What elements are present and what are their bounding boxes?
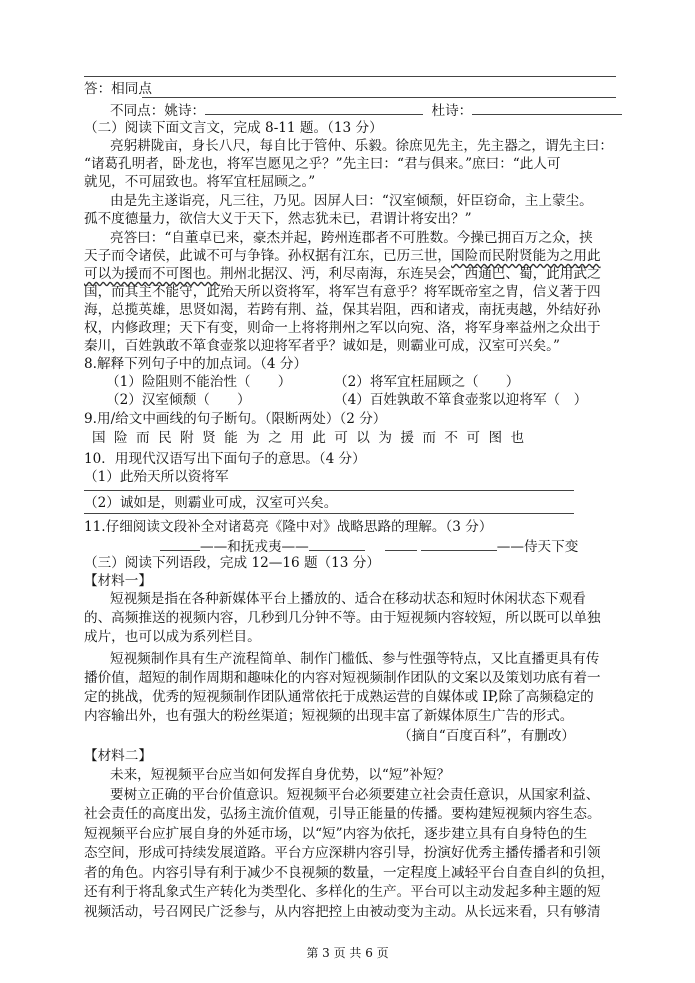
passage-line: 由是先主遂诣亮，凡三往，乃见。因屏人曰：“汉室倾颓，奸臣窃命，主上蒙尘。 [110, 193, 593, 209]
q11-answer-row [160, 536, 692, 556]
passage-line: 权，内修政理；天下有变，则命一上将将荆州之军以向宛、洛，将军身率益州之众出于 [84, 320, 601, 336]
passage-line: 海，总揽英雄，思贤如渴，若跨有荆、益，保其岩阻，西和诸戎，南抚夷越，外结好孙 [84, 302, 601, 318]
q8-item: （2）汉室倾颓（ ） [106, 392, 251, 408]
passage-line: 的、高频推送的视频内容，几秒到几分钟不等。由于短视频内容较短，所以既可以单独 [84, 610, 601, 626]
passage-line: 成片，也可以成为系列栏目。 [84, 629, 261, 645]
passage-line: 社会责任的高度出发，弘扬主流价值观，引导正能量的传播。要构建短视频内容生态。 [84, 806, 601, 822]
passage-line: 孤不度德量力，欲信大义于天下，然志犹未已，君谓计将安出？” [84, 211, 472, 227]
material2-label: 【材料二】 [84, 748, 152, 764]
q8-item: （1）险阻则不能治性（ ） [106, 374, 292, 390]
q8-item: （2）将军宜枉屈顾之（ ） [334, 374, 520, 390]
wavy-underlined-sentence: 国险而民附贤能为之用此 [451, 248, 601, 264]
answer-du-label: 杜诗： [431, 103, 473, 119]
answer-same-line [142, 97, 616, 98]
q10-answer-line-1[interactable] [84, 490, 574, 491]
wavy-underlined-sentence: 可以为援而不可图也。 [84, 266, 220, 282]
q11-blank-1[interactable] [160, 536, 200, 551]
passage-line: 秦川，百姓孰敢不箪食壶浆以迎将军者乎？诚如是，则霸业可成，汉室可兴矣。” [84, 338, 560, 354]
q11-part-1: ——和抚戎夷—— [200, 539, 309, 555]
passage-line: 国，而其主不能守，此殆天所以资将军，将军岂有意乎？将军既帝室之胄，信义著于四 [84, 284, 601, 300]
q11-blank-2[interactable] [309, 536, 365, 551]
answer-diff-row [84, 100, 642, 120]
q10-sentence-1: （1）此殆天所以资将军 [84, 469, 229, 485]
material1-source: （摘自“百度百科”，有删改） [398, 728, 576, 744]
q9-sentence: 国险而民附贤能为之用此可以为援而不可图也 [92, 430, 533, 446]
passage-line: 就见，不可屈致也。将军宜枉屈顾之。” [84, 174, 316, 190]
yao-answer-blank[interactable] [205, 100, 423, 115]
answer-line-top [84, 76, 616, 77]
q11-part-2: ——侍天下变 [496, 539, 579, 555]
passage-line [84, 247, 616, 265]
answer-diff-label: 不同点：姚诗： [110, 103, 206, 119]
q10-title: 10．用现代汉语写出下面句子的意思。（4 分） [84, 451, 366, 467]
passage-line: 亮躬耕陇亩，身长八尺，每自比于管仲、乐毅。徐庶见先主，先主器之，谓先主曰： [110, 138, 613, 154]
passage-line: 短视频是指在各种新媒体平台上播放的、适合在移动状态和短时休闲状态下观看 [110, 591, 586, 607]
page-footer: 第 3 页 共 6 页 [306, 946, 389, 960]
q11-title: 11.仔细阅读文段补全对诸葛亮《隆中对》战略思路的理解。（3 分） [84, 519, 493, 535]
passage-line [84, 265, 616, 283]
q8-row [106, 391, 638, 409]
q10-answer-line-2[interactable] [84, 513, 574, 514]
passage-line: 视频活动，号召网民广泛参与，从内容把控上由被动变为主动。从长远来看，只有够清 [84, 904, 601, 920]
passage-line: 播价值，超短的制作周期和趣味化的内容对短视频制作团队的文案以及策划功底有着一 [84, 670, 601, 686]
passage-line: 定的挑战，优秀的短视频制作团队通常依托于成熟运营的自媒体或 IP,除了高频稳定的 [84, 689, 594, 705]
q10-sentence-2: （2）诚如是，则霸业可成，汉室可兴矣。 [84, 495, 338, 511]
q8-title: 8.解释下列句子中的加点词。（4 分） [84, 356, 308, 372]
q11-blank-4[interactable] [421, 536, 497, 551]
answer-same-row [84, 80, 616, 98]
passage-line: 要树立正确的平台价值意识。短视频平台必须要建立社会责任意识，从国家利益、 [110, 787, 600, 803]
passage-line: 未来，短视频平台应当如何发挥自身优势，以“短”补短？ [110, 767, 451, 783]
passage-text: 荆州北据汉、沔，利尽南海，东连吴会，西通巴、蜀，此用武之 [219, 266, 601, 282]
section2-heading: （二）阅读下面文言文，完成 8-11 题。（13 分） [84, 120, 383, 136]
q8-row [106, 373, 638, 391]
passage-text: 天子而令诸侯，此诚不可与争锋。孙权据有江东，已历三世， [84, 248, 452, 264]
du-answer-blank[interactable] [472, 100, 622, 115]
section3-heading: （三）阅读下列语段，完成 12—16 题（13 分） [84, 555, 380, 571]
passage-line: “诸葛孔明者，卧龙也，将军岂愿见之乎？”先主曰：“君与俱来。”庶曰：“此人可 [84, 156, 561, 172]
q8-item: （4）百姓孰敢不箪食壶浆以迎将军（ ） [334, 392, 588, 408]
q11-blank-3[interactable] [385, 536, 417, 551]
passage-line: 短视频平台应扩展自身的外延市场，以“短”内容为依托，逐步建立具有自身特色的生 [84, 826, 588, 842]
passage-line: 短视频制作具有生产流程简单、制作门槛低、参与性强等特点，又比直播更具有传 [110, 651, 600, 667]
material1-label: 【材料一】 [84, 573, 152, 589]
passage-line: 态空间，形成可持续发展道路。平台方应深耕内容引导，扮演好优秀主播传播者和引领 [84, 845, 601, 861]
passage-line: 还有利于将乱象式生产转化为类型化、多样化的生产。平台可以主动发起多种主题的短 [84, 884, 601, 900]
passage-line: 内容输出外，也有强大的粉丝渠道；短视频的出现丰富了新媒体原生广告的形式。 [84, 708, 574, 724]
passage-line: 亮答曰：“自董卓已来，豪杰并起，跨州连郡者不可胜数。今操已拥百万之众，挟 [110, 230, 593, 246]
q9-title: 9.用/给文中画线的句子断句。（限断两处）（2 分） [84, 411, 387, 427]
answer-same-label: 答：相同点 [84, 81, 152, 97]
passage-line: 者的角色。内容引导有利于减少不良视频的数量，一定程度上减轻平台自查自纠的负担， [84, 865, 615, 881]
